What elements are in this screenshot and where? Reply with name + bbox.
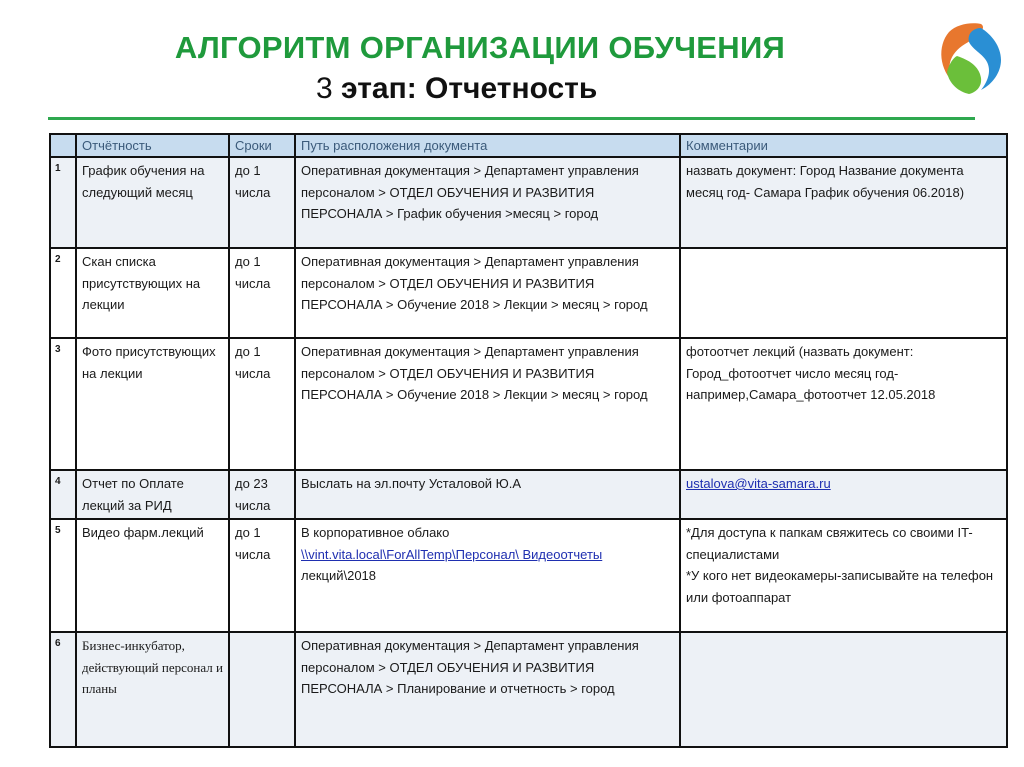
row-path: Оперативная документация > Департамент управления персоналом > ОТДЕЛ ОБУЧЕНИЯ И РАЗВИТИЯ ПЕРСОНАЛА > Обучение 2018 > Лекции > месяц > город bbox=[295, 338, 680, 470]
header-num bbox=[50, 134, 76, 157]
row-deadline: до 1 числа bbox=[229, 338, 295, 470]
table-row bbox=[50, 519, 1007, 632]
row-comment bbox=[680, 470, 1007, 519]
header-deadline: Сроки bbox=[229, 134, 295, 157]
row-path bbox=[295, 519, 680, 632]
row-path: Выслать на эл.почту Усталовой Ю.А bbox=[295, 470, 680, 519]
row-comment bbox=[680, 519, 1007, 632]
row-deadline: до 1 числа bbox=[229, 157, 295, 248]
header-report: Отчётность bbox=[76, 134, 229, 157]
header-path: Путь расположения документа bbox=[295, 134, 680, 157]
row-number: 6 bbox=[50, 632, 76, 747]
table-row bbox=[50, 338, 1007, 470]
page-title: АЛГОРИТМ ОРГАНИЗАЦИИ ОБУЧЕНИЯ bbox=[174, 30, 786, 65]
row-deadline bbox=[229, 632, 295, 747]
row-deadline: до 1 числа bbox=[229, 519, 295, 632]
table-row bbox=[50, 157, 1007, 248]
row-report: Бизнес-инкубатор, действующий персонал и планы bbox=[76, 632, 229, 747]
page-subtitle bbox=[316, 72, 597, 106]
row-comment bbox=[680, 248, 1007, 338]
stage-number: 3 bbox=[316, 72, 333, 105]
reporting-table bbox=[49, 133, 1008, 748]
table-header-row bbox=[50, 134, 1007, 157]
row-comment: назвать документ: Город Название документа месяц год- Самара График обучения 06.2018) bbox=[680, 157, 1007, 248]
table-row bbox=[50, 632, 1007, 747]
stage-title: этап: Отчетность bbox=[341, 72, 598, 105]
row-path: Оперативная документация > Департамент управления персоналом > ОТДЕЛ ОБУЧЕНИЯ И РАЗВИТИЯ ПЕРСОНАЛА > График обучения >месяц > город bbox=[295, 157, 680, 248]
table-row bbox=[50, 248, 1007, 338]
row-report: Отчет по Оплате лекций за РИД bbox=[76, 470, 229, 519]
row-number: 1 bbox=[50, 157, 76, 248]
row-number: 2 bbox=[50, 248, 76, 338]
company-logo-icon bbox=[935, 20, 1007, 96]
row-report: Скан списка присутствующих на лекции bbox=[76, 248, 229, 338]
row-number: 3 bbox=[50, 338, 76, 470]
row-deadline: до 1 числа bbox=[229, 248, 295, 338]
row-comment: фотоотчет лекций (назвать документ: Город_фотоотчет число месяц год- например,Самара_фотоотчет 12.05.2018 bbox=[680, 338, 1007, 470]
row-path: Оперативная документация > Департамент управления персоналом > ОТДЕЛ ОБУЧЕНИЯ И РАЗВИТИЯ ПЕРСОНАЛА > Обучение 2018 > Лекции > месяц > город bbox=[295, 248, 680, 338]
row-comment bbox=[680, 632, 1007, 747]
path-suffix: лекций\2018 bbox=[301, 568, 377, 583]
row-report: Видео фарм.лекций bbox=[76, 519, 229, 632]
header-comment: Комментарии bbox=[680, 134, 1007, 157]
row-number: 5 bbox=[50, 519, 76, 632]
email-link[interactable]: ustalova@vita-samara.ru bbox=[686, 476, 831, 491]
row-path: Оперативная документация > Департамент управления персоналом > ОТДЕЛ ОБУЧЕНИЯ И РАЗВИТИЯ ПЕРСОНАЛА > Планирование и отчетность > город bbox=[295, 632, 680, 747]
header-divider bbox=[48, 117, 975, 120]
row-report: График обучения на следующий месяц bbox=[76, 157, 229, 248]
row-deadline: до 23 числа bbox=[229, 470, 295, 519]
row-report: Фото присутствующих на лекции bbox=[76, 338, 229, 470]
row-number: 4 bbox=[50, 470, 76, 519]
table-row bbox=[50, 470, 1007, 519]
comment-note-2: *У кого нет видеокамеры-записывайте на телефон или фотоаппарат bbox=[686, 568, 994, 605]
comment-note-1: *Для доступа к папкам свяжитесь со своими IT-специалистами bbox=[686, 525, 973, 562]
path-prefix: В корпоративное облако bbox=[301, 525, 450, 540]
cloud-folder-link[interactable]: \\vint.vita.local\ForAllTemp\Персонал\ Видеоотчеты bbox=[301, 546, 603, 562]
